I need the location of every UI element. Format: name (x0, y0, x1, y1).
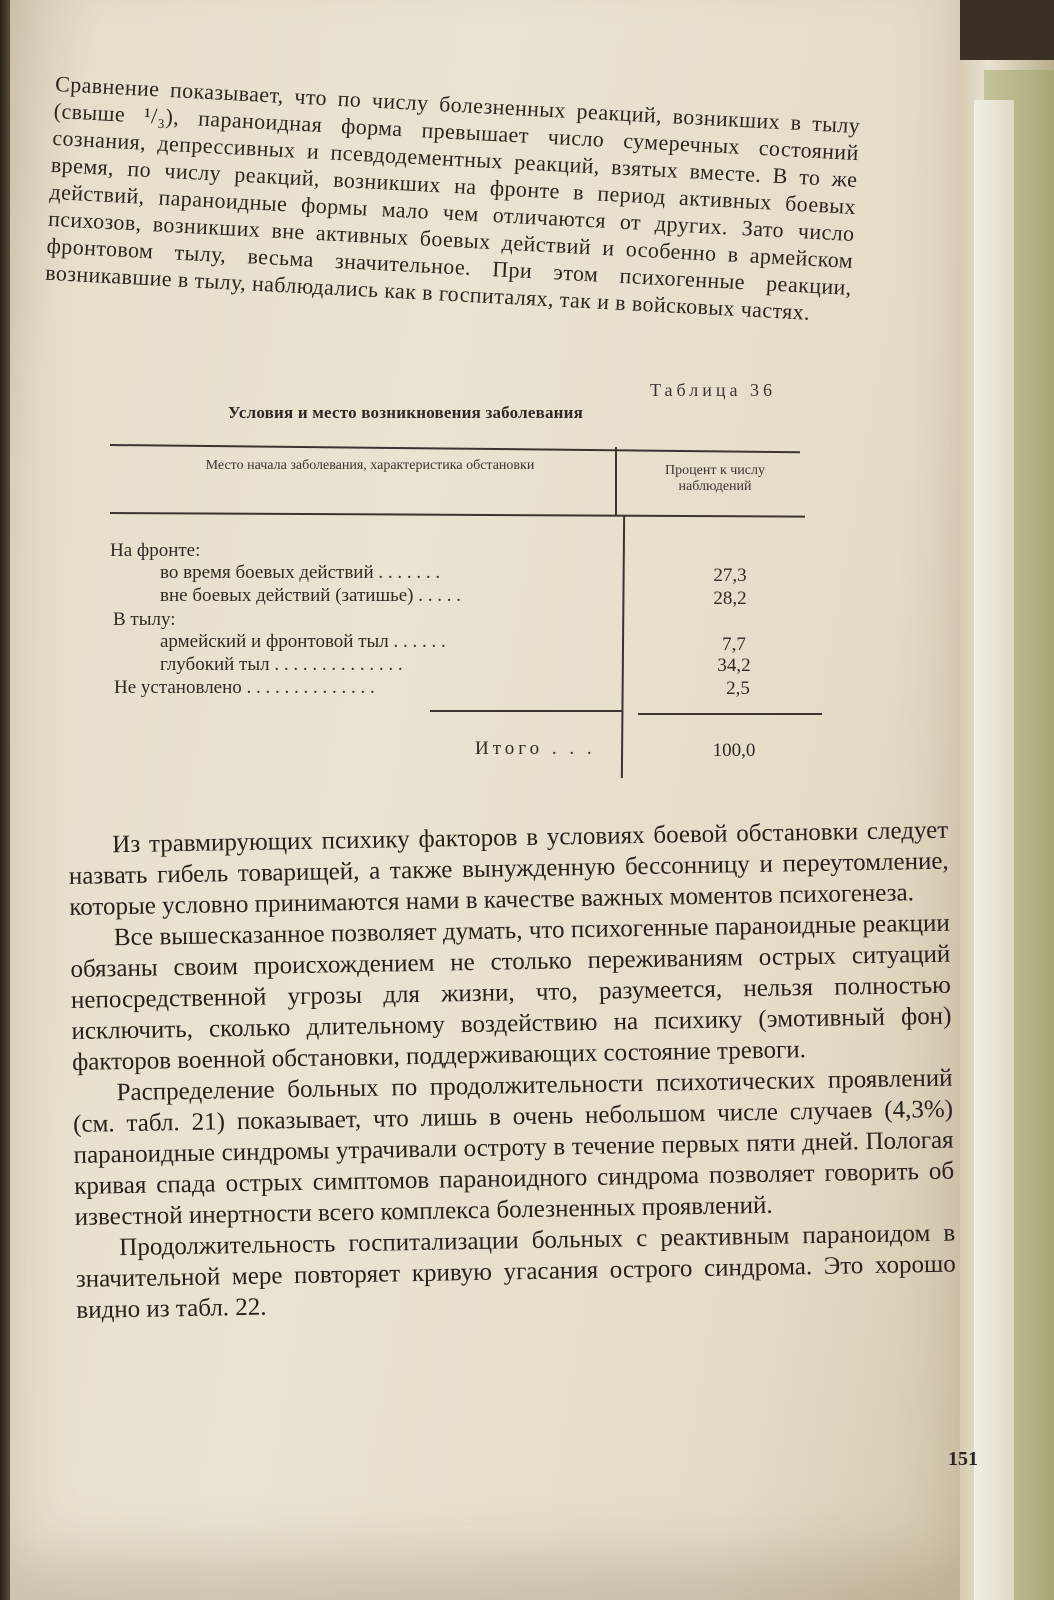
table-row-value: 27,3 (713, 565, 747, 586)
table-body-divider (621, 516, 625, 778)
table-row-label: глубокий тыл . . . . . . . . . . . . . . (160, 654, 403, 675)
table-col1-header: Место начала заболевания, характеристика обстановки (205, 458, 535, 473)
table-label: Таблица 36 (650, 380, 776, 400)
page-number: 151 (948, 1448, 978, 1470)
body-text (68, 815, 957, 1326)
paragraph: Продолжительность госпитализации больных с реактивным параноидом в значительной мере повторяет кривую угасания острого синдрома. Это хорошо видно из табл. 22. (75, 1219, 956, 1324)
table-row-label: Не установлено . . . . . . . . . . . . . . (114, 677, 375, 698)
table-row-value: 7,7 (722, 634, 746, 655)
table-row-label: вне боевых действий (затишье) . . . . . (160, 585, 462, 606)
table-row-value: 2,5 (726, 678, 750, 699)
table-row-label: во время боевых действий . . . . . . . (160, 562, 441, 583)
table-total-label: Итого . . . (475, 738, 596, 759)
table-total-value: 100,0 (712, 740, 756, 761)
page-edges (944, 60, 1054, 1600)
table-total-rule-right (638, 713, 822, 715)
table-col2-header: Процент к числу наблюдений (665, 463, 765, 494)
table-title: Условия и место возникновения заболевания (228, 403, 584, 422)
paragraph: Все вышесказанное позволяет думать, что психогенные параноидные реакции обязаны своим происхождением не столько переживаниям острых ситуаций непосредственной угрозы для жизни, что, разумеется, нельзя полностью исключить, сколько длительному воздействию на психику (эмотивный фон) факторов военной обстановки, поддерживающих состояние тревоги. (70, 909, 952, 1076)
table-group-front: На фронте: (110, 540, 201, 561)
table-header-divider (615, 447, 617, 515)
intro-paragraph: Сравнение показывает, что по числу болезненных реакций, возникших в тылу (свыше ¹/₃), параноидная форма превышает число сумеречных состояний сознания, депрессивных и псевдодементных реакций, взятых вместе. В то же время, по числу реакций, возникших на фронте в период активных боевых действий, параноидные формы мало чем отличаются от других. Зато число психозов, возникших вне активных боевых действий и особенно в армейском фронтовом тылу, весьма значительное. При этом психогенные реакции, возникавшие в тылу, наблюдались как в госпиталях, так и в войсковых частях. (44, 70, 861, 325)
table-top-rule (110, 444, 800, 453)
table-group-rear: В тылу: (113, 609, 176, 630)
table-row-label: армейский и фронтовой тыл . . . . . . (160, 631, 446, 652)
table-header-rule (110, 512, 805, 518)
table-row-value: 28,2 (713, 588, 747, 609)
white-sheet-edge (974, 100, 1014, 1600)
book-page (10, 0, 978, 1600)
table-total-rule-left (430, 710, 622, 712)
paragraph: Из травмирующих психику факторов в условиях боевой обстановки следует назвать гибель товарищей, а также вынужденную бессонницу и переутомление, которые условно принимаются нами в качестве важных моментов психогенеза. (68, 816, 949, 921)
table-row-value: 34,2 (717, 655, 751, 676)
paragraph: Распределение больных по продолжительности психотических проявлений (см. табл. 21) показывает, что лишь в очень небольшом числе случаев (4,3%) параноидные синдромы утрачивали остроту в течение первых пяти дней. Пологая кривая спада острых симптомов параноидного синдрома позволяет говорить об известной инертности всего комплекса болезненных проявлений. (72, 1064, 955, 1231)
